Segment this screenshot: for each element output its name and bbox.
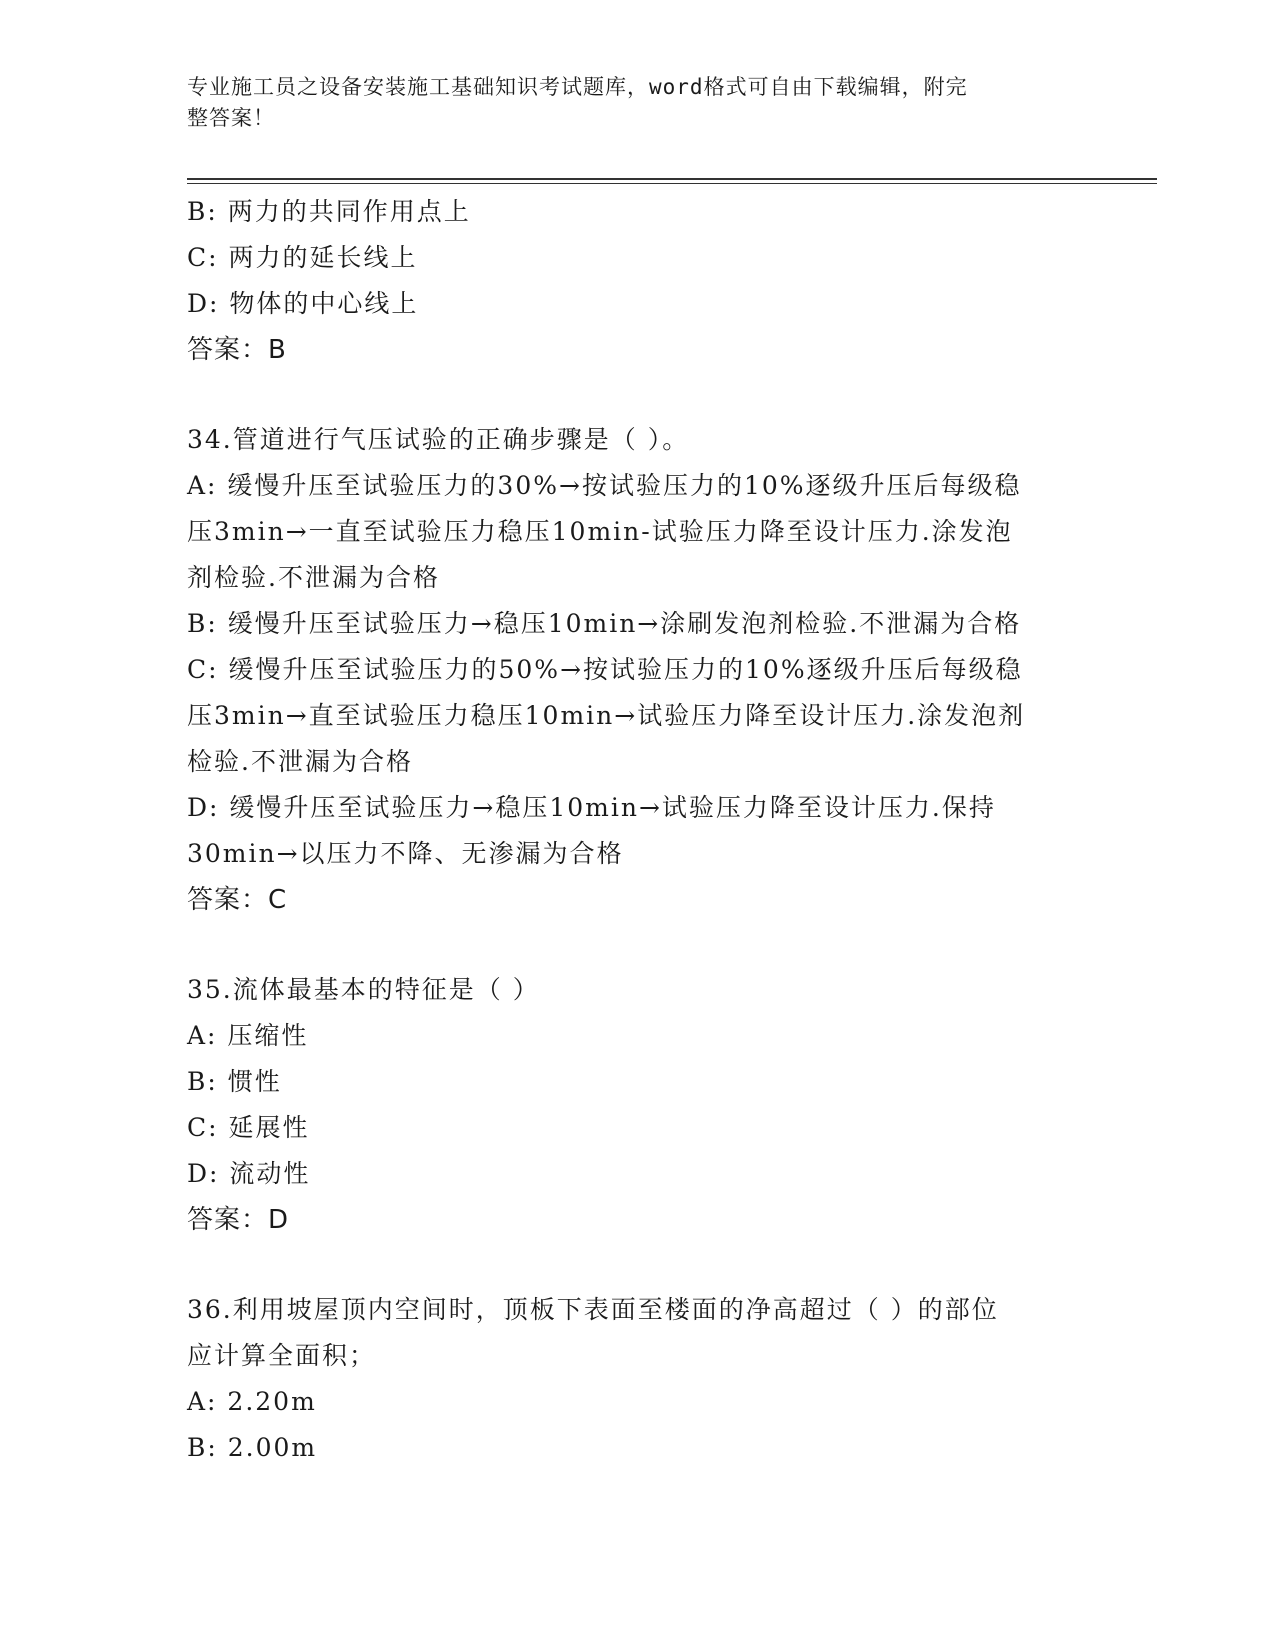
header-divider-thin xyxy=(187,183,1157,184)
option-a: A: 2.20m xyxy=(187,1387,317,1416)
question-34 xyxy=(187,417,1087,923)
question-33-tail xyxy=(187,189,1087,373)
header-line-1: 专业施工员之设备安装施工基础知识考试题库，word格式可自由下载编辑，附完 xyxy=(187,75,968,99)
question-spacer xyxy=(187,1243,1087,1287)
option-a-line-3: 剂检验.不泄漏为合格 xyxy=(187,563,440,592)
option-b: B: 惯性 xyxy=(187,1067,282,1096)
option-b: B: 2.00m xyxy=(187,1433,318,1462)
question-stem-line-1: 36.利用坡屋顶内空间时，顶板下表面至楼面的净高超过（ ）的部位 xyxy=(187,1295,999,1324)
option-a: A: 压缩性 xyxy=(187,1021,309,1050)
option-d-line-1: D: 缓慢升压至试验压力→稳压10min→试验压力降至设计压力.保持 xyxy=(187,793,996,822)
header-line-2: 整答案！ xyxy=(187,106,275,130)
option-d: D: 流动性 xyxy=(187,1159,311,1188)
question-spacer xyxy=(187,923,1087,967)
question-36 xyxy=(187,1287,1087,1471)
header-divider-thick xyxy=(187,178,1157,180)
answer-line: 答案：B xyxy=(187,335,287,365)
option-b-line-1: B: 缓慢升压至试验压力→稳压10min→涂刷发泡剂检验.不泄漏为合格 xyxy=(187,609,1022,638)
answer-line: 答案：D xyxy=(187,1205,290,1235)
option-c-line-2: 压3min→直至试验压力稳压10min→试验压力降至设计压力.涂发泡剂 xyxy=(187,701,1026,730)
option-a-line-1: A: 缓慢升压至试验压力的30%→按试验压力的10%逐级升压后每级稳 xyxy=(187,471,1022,500)
question-content xyxy=(187,189,1087,1471)
answer-line: 答案：C xyxy=(187,885,288,915)
option-a-line-2: 压3min→一直至试验压力稳压10min-试验压力降至设计压力.涂发泡 xyxy=(187,517,1013,546)
option-b: B: 两力的共同作用点上 xyxy=(187,197,471,226)
question-35 xyxy=(187,967,1087,1243)
option-d-line-2: 30min→以压力不降、无渗漏为合格 xyxy=(187,839,624,868)
option-d: D: 物体的中心线上 xyxy=(187,289,419,318)
question-stem: 34.管道进行气压试验的正确步骤是（ ）。 xyxy=(187,425,690,454)
question-stem: 35.流体最基本的特征是（ ） xyxy=(187,975,540,1004)
option-c-line-1: C: 缓慢升压至试验压力的50%→按试验压力的10%逐级升压后每级稳 xyxy=(187,655,1023,684)
document-header xyxy=(187,72,1067,134)
option-c: C: 延展性 xyxy=(187,1113,310,1142)
question-spacer xyxy=(187,373,1087,417)
option-c: C: 两力的延长线上 xyxy=(187,243,418,272)
option-c-line-3: 检验.不泄漏为合格 xyxy=(187,747,413,776)
question-stem-line-2: 应计算全面积； xyxy=(187,1341,377,1370)
